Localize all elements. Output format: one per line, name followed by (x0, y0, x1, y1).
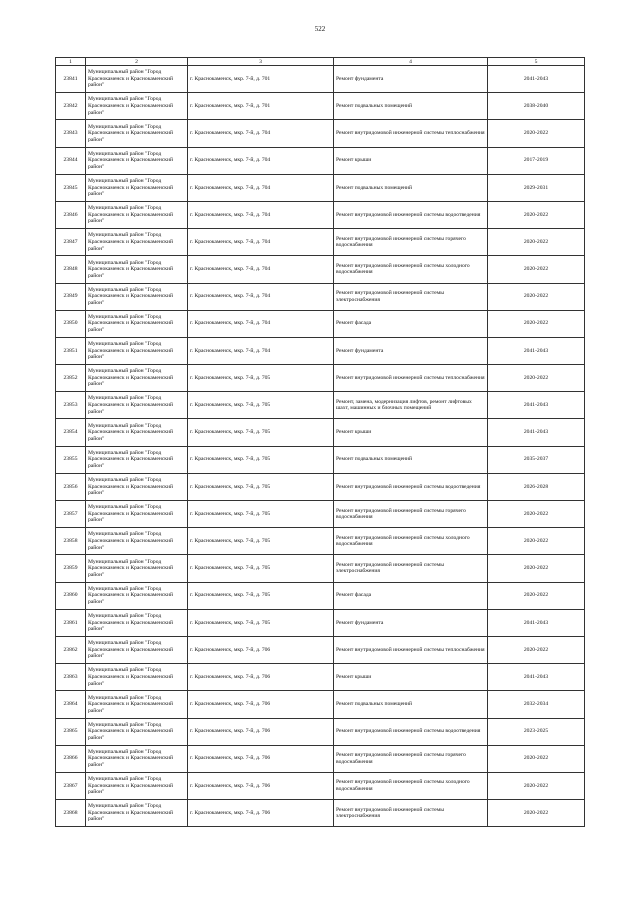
work-type-cell: Ремонт крыши (334, 419, 488, 446)
municipality-cell: Муниципальный район "Город Краснокаменск и Краснокаменский район" (86, 147, 188, 174)
address-cell: г. Краснокаменск, мкр. 7-й, д. 704 (188, 174, 334, 201)
municipality-cell: Муниципальный район "Город Краснокаменск и Краснокаменский район" (86, 555, 188, 582)
table-row (56, 174, 585, 201)
work-type-cell: Ремонт внутридомовой инженерной системы горячего водоснабжения (334, 745, 488, 772)
table-row (56, 582, 585, 609)
address-cell: г. Краснокаменск, мкр. 7-й, д. 704 (188, 147, 334, 174)
address-cell: г. Краснокаменск, мкр. 7-й, д. 706 (188, 800, 334, 827)
table-row (56, 691, 585, 718)
period-cell: 2020-2022 (488, 745, 585, 772)
work-type-cell: Ремонт внутридомовой инженерной системы холодного водоснабжения (334, 256, 488, 283)
table-row (56, 419, 585, 446)
row-number-cell: 23849 (56, 283, 86, 310)
address-cell: г. Краснокаменск, мкр. 7-й, д. 705 (188, 609, 334, 636)
column-header: 3 (188, 58, 334, 66)
row-number-cell: 23850 (56, 310, 86, 337)
address-cell: г. Краснокаменск, мкр. 7-й, д. 705 (188, 419, 334, 446)
row-number-cell: 23858 (56, 528, 86, 555)
period-cell: 2038-2040 (488, 93, 585, 120)
table-row (56, 718, 585, 745)
period-cell: 2020-2022 (488, 120, 585, 147)
municipality-cell: Муниципальный район "Город Краснокаменск и Краснокаменский район" (86, 691, 188, 718)
period-cell: 2041-2043 (488, 609, 585, 636)
table-row (56, 337, 585, 364)
municipality-cell: Муниципальный район "Город Краснокаменск и Краснокаменский район" (86, 256, 188, 283)
row-number-cell: 23841 (56, 66, 86, 93)
period-cell: 2041-2043 (488, 337, 585, 364)
table-row (56, 609, 585, 636)
table-row (56, 365, 585, 392)
row-number-cell: 23846 (56, 201, 86, 228)
work-type-cell: Ремонт внутридомовой инженерной системы холодного водоснабжения (334, 528, 488, 555)
column-header: 4 (334, 58, 488, 66)
table-row (56, 473, 585, 500)
address-cell: г. Краснокаменск, мкр. 7-й, д. 705 (188, 365, 334, 392)
work-type-cell: Ремонт крыши (334, 664, 488, 691)
period-cell: 2020-2022 (488, 283, 585, 310)
address-cell: г. Краснокаменск, мкр. 7-й, д. 705 (188, 446, 334, 473)
municipality-cell: Муниципальный район "Город Краснокаменск и Краснокаменский район" (86, 310, 188, 337)
table-row (56, 745, 585, 772)
row-number-cell: 23864 (56, 691, 86, 718)
column-header: 2 (86, 58, 188, 66)
table-row (56, 664, 585, 691)
row-number-cell: 23844 (56, 147, 86, 174)
address-cell: г. Краснокаменск, мкр. 7-й, д. 705 (188, 555, 334, 582)
address-cell: г. Краснокаменск, мкр. 7-й, д. 704 (188, 283, 334, 310)
address-cell: г. Краснокаменск, мкр. 7-й, д. 701 (188, 66, 334, 93)
period-cell: 2020-2022 (488, 772, 585, 799)
table-row (56, 93, 585, 120)
row-number-cell: 23863 (56, 664, 86, 691)
work-type-cell: Ремонт крыши (334, 147, 488, 174)
period-cell: 2020-2022 (488, 256, 585, 283)
row-number-cell: 23853 (56, 392, 86, 419)
municipality-cell: Муниципальный район "Город Краснокаменск и Краснокаменский район" (86, 664, 188, 691)
work-type-cell: Ремонт фундамента (334, 609, 488, 636)
address-cell: г. Краснокаменск, мкр. 7-й, д. 701 (188, 93, 334, 120)
period-cell: 2020-2022 (488, 528, 585, 555)
address-cell: г. Краснокаменск, мкр. 7-й, д. 704 (188, 201, 334, 228)
municipality-cell: Муниципальный район "Город Краснокаменск и Краснокаменский район" (86, 636, 188, 663)
table-row (56, 800, 585, 827)
table-row (56, 120, 585, 147)
address-cell: г. Краснокаменск, мкр. 7-й, д. 704 (188, 256, 334, 283)
table-row (56, 392, 585, 419)
row-number-cell: 23867 (56, 772, 86, 799)
row-number-cell: 23859 (56, 555, 86, 582)
address-cell: г. Краснокаменск, мкр. 7-й, д. 704 (188, 229, 334, 256)
period-cell: 2029-2031 (488, 174, 585, 201)
address-cell: г. Краснокаменск, мкр. 7-й, д. 705 (188, 392, 334, 419)
period-cell: 2041-2043 (488, 392, 585, 419)
repair-schedule-table (55, 57, 585, 827)
row-number-cell: 23848 (56, 256, 86, 283)
period-cell: 2023-2025 (488, 718, 585, 745)
municipality-cell: Муниципальный район "Город Краснокаменск и Краснокаменский район" (86, 174, 188, 201)
municipality-cell: Муниципальный район "Город Краснокаменск и Краснокаменский район" (86, 392, 188, 419)
column-number-row (56, 58, 585, 66)
municipality-cell: Муниципальный район "Город Краснокаменск и Краснокаменский район" (86, 337, 188, 364)
work-type-cell: Ремонт внутридомовой инженерной системы водоотведения (334, 718, 488, 745)
row-number-cell: 23861 (56, 609, 86, 636)
row-number-cell: 23847 (56, 229, 86, 256)
address-cell: г. Краснокаменск, мкр. 7-й, д. 706 (188, 745, 334, 772)
municipality-cell: Муниципальный район "Город Краснокаменск и Краснокаменский район" (86, 283, 188, 310)
municipality-cell: Муниципальный район "Город Краснокаменск и Краснокаменский район" (86, 501, 188, 528)
work-type-cell: Ремонт фасада (334, 310, 488, 337)
table-row (56, 501, 585, 528)
municipality-cell: Муниципальный район "Город Краснокаменск и Краснокаменский район" (86, 800, 188, 827)
address-cell: г. Краснокаменск, мкр. 7-й, д. 704 (188, 120, 334, 147)
period-cell: 2020-2022 (488, 201, 585, 228)
table-row (56, 147, 585, 174)
period-cell: 2020-2022 (488, 501, 585, 528)
table-row (56, 772, 585, 799)
page-number: 522 (314, 25, 326, 33)
work-type-cell: Ремонт фундамента (334, 66, 488, 93)
municipality-cell: Муниципальный район "Город Краснокаменск и Краснокаменский район" (86, 229, 188, 256)
address-cell: г. Краснокаменск, мкр. 7-й, д. 706 (188, 772, 334, 799)
row-number-cell: 23845 (56, 174, 86, 201)
work-type-cell: Ремонт подвальных помещений (334, 174, 488, 201)
municipality-cell: Муниципальный район "Город Краснокаменск и Краснокаменский район" (86, 419, 188, 446)
row-number-cell: 23865 (56, 718, 86, 745)
work-type-cell: Ремонт внутридомовой инженерной системы электроснабжения (334, 800, 488, 827)
work-type-cell: Ремонт внутридомовой инженерной системы холодного водоснабжения (334, 772, 488, 799)
table-row (56, 256, 585, 283)
period-cell: 2020-2022 (488, 310, 585, 337)
table-row (56, 229, 585, 256)
period-cell: 2041-2043 (488, 664, 585, 691)
work-type-cell: Ремонт внутридомовой инженерной системы водоотведения (334, 201, 488, 228)
address-cell: г. Краснокаменск, мкр. 7-й, д. 705 (188, 582, 334, 609)
row-number-cell: 23868 (56, 800, 86, 827)
work-type-cell: Ремонт подвальных помещений (334, 691, 488, 718)
work-type-cell: Ремонт подвальных помещений (334, 93, 488, 120)
period-cell: 2020-2022 (488, 555, 585, 582)
period-cell: 2020-2022 (488, 229, 585, 256)
row-number-cell: 23851 (56, 337, 86, 364)
address-cell: г. Краснокаменск, мкр. 7-й, д. 704 (188, 337, 334, 364)
municipality-cell: Муниципальный район "Город Краснокаменск и Краснокаменский район" (86, 201, 188, 228)
table-row (56, 446, 585, 473)
work-type-cell: Ремонт фасада (334, 582, 488, 609)
work-type-cell: Ремонт подвальных помещений (334, 446, 488, 473)
period-cell: 2017-2019 (488, 147, 585, 174)
period-cell: 2041-2043 (488, 419, 585, 446)
municipality-cell: Муниципальный район "Город Краснокаменск и Краснокаменский район" (86, 446, 188, 473)
address-cell: г. Краснокаменск, мкр. 7-й, д. 705 (188, 501, 334, 528)
row-number-cell: 23852 (56, 365, 86, 392)
table-row (56, 310, 585, 337)
row-number-cell: 23866 (56, 745, 86, 772)
table-row (56, 636, 585, 663)
table-row (56, 555, 585, 582)
address-cell: г. Краснокаменск, мкр. 7-й, д. 706 (188, 636, 334, 663)
work-type-cell: Ремонт внутридомовой инженерной системы электроснабжения (334, 283, 488, 310)
table-row (56, 528, 585, 555)
work-type-cell: Ремонт внутридомовой инженерной системы водоотведения (334, 473, 488, 500)
address-cell: г. Краснокаменск, мкр. 7-й, д. 705 (188, 528, 334, 555)
work-type-cell: Ремонт, замена, модернизация лифтов, ремонт лифтовых шахт, машинных и блочных помещений (334, 392, 488, 419)
municipality-cell: Муниципальный район "Город Краснокаменск и Краснокаменский район" (86, 772, 188, 799)
work-type-cell: Ремонт внутридомовой инженерной системы горячего водоснабжения (334, 229, 488, 256)
period-cell: 2020-2022 (488, 365, 585, 392)
work-type-cell: Ремонт внутридомовой инженерной системы электроснабжения (334, 555, 488, 582)
row-number-cell: 23843 (56, 120, 86, 147)
table-row (56, 66, 585, 93)
work-type-cell: Ремонт внутридомовой инженерной системы теплоснабжения (334, 636, 488, 663)
municipality-cell: Муниципальный район "Город Краснокаменск и Краснокаменский район" (86, 93, 188, 120)
row-number-cell: 23860 (56, 582, 86, 609)
row-number-cell: 23862 (56, 636, 86, 663)
address-cell: г. Краснокаменск, мкр. 7-й, д. 706 (188, 664, 334, 691)
table-row (56, 283, 585, 310)
column-header: 5 (488, 58, 585, 66)
period-cell: 2035-2037 (488, 446, 585, 473)
column-header: 1 (56, 58, 86, 66)
period-cell: 2032-2034 (488, 691, 585, 718)
municipality-cell: Муниципальный район "Город Краснокаменск и Краснокаменский район" (86, 66, 188, 93)
work-type-cell: Ремонт внутридомовой инженерной системы теплоснабжения (334, 365, 488, 392)
address-cell: г. Краснокаменск, мкр. 7-й, д. 706 (188, 691, 334, 718)
municipality-cell: Муниципальный район "Город Краснокаменск и Краснокаменский район" (86, 718, 188, 745)
row-number-cell: 23855 (56, 446, 86, 473)
row-number-cell: 23856 (56, 473, 86, 500)
row-number-cell: 23842 (56, 93, 86, 120)
municipality-cell: Муниципальный район "Город Краснокаменск и Краснокаменский район" (86, 473, 188, 500)
work-type-cell: Ремонт внутридомовой инженерной системы горячего водоснабжения (334, 501, 488, 528)
period-cell: 2020-2022 (488, 636, 585, 663)
period-cell: 2020-2022 (488, 800, 585, 827)
municipality-cell: Муниципальный район "Город Краснокаменск и Краснокаменский район" (86, 609, 188, 636)
row-number-cell: 23854 (56, 419, 86, 446)
municipality-cell: Муниципальный район "Город Краснокаменск и Краснокаменский район" (86, 745, 188, 772)
municipality-cell: Муниципальный район "Город Краснокаменск и Краснокаменский район" (86, 365, 188, 392)
table-row (56, 201, 585, 228)
period-cell: 2026-2028 (488, 473, 585, 500)
address-cell: г. Краснокаменск, мкр. 7-й, д. 706 (188, 718, 334, 745)
municipality-cell: Муниципальный район "Город Краснокаменск и Краснокаменский район" (86, 582, 188, 609)
work-type-cell: Ремонт внутридомовой инженерной системы теплоснабжения (334, 120, 488, 147)
municipality-cell: Муниципальный район "Город Краснокаменск и Краснокаменский район" (86, 120, 188, 147)
municipality-cell: Муниципальный район "Город Краснокаменск и Краснокаменский район" (86, 528, 188, 555)
work-type-cell: Ремонт фундамента (334, 337, 488, 364)
address-cell: г. Краснокаменск, мкр. 7-й, д. 705 (188, 473, 334, 500)
period-cell: 2020-2022 (488, 582, 585, 609)
period-cell: 2041-2043 (488, 66, 585, 93)
address-cell: г. Краснокаменск, мкр. 7-й, д. 704 (188, 310, 334, 337)
row-number-cell: 23857 (56, 501, 86, 528)
